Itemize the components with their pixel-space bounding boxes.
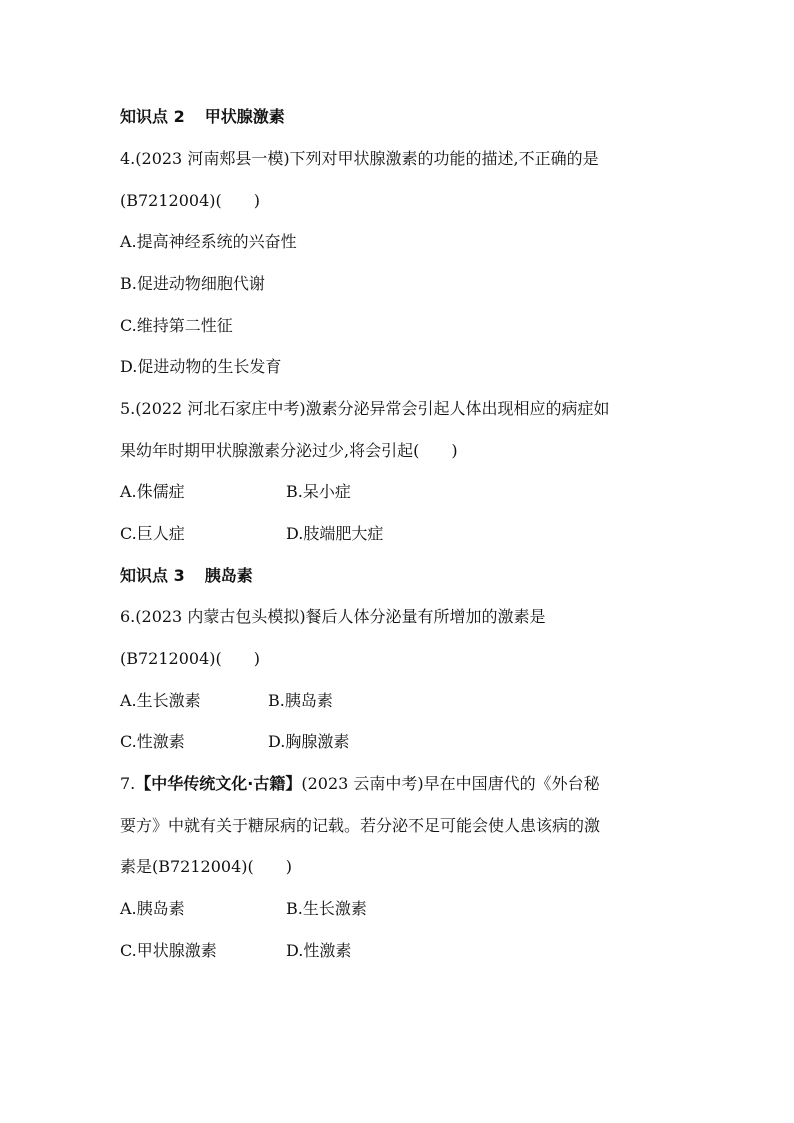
question-7-options-row-2: [120, 940, 520, 962]
question-6-option-c: C.性激素: [120, 732, 185, 751]
question-7-options-row-1: [120, 898, 520, 920]
section-label: 知识点 2: [120, 107, 185, 126]
question-6-option-b: B.胰岛素: [268, 691, 333, 710]
section-title: 胰岛素: [204, 566, 253, 585]
question-7-option-d: D.性激素: [286, 941, 352, 960]
question-5-option-d: D.肢端肥大症: [286, 524, 384, 543]
question-5-options-row-1: [120, 481, 520, 503]
question-5-option-c: C.巨人症: [120, 524, 185, 543]
question-4-option-c: C.维持第二性征: [120, 316, 233, 335]
question-5-stem: 5.(2022 河北石家庄中考)激素分泌异常会引起人体出现相应的病症如: [120, 399, 610, 418]
section-title: 甲状腺激素: [204, 107, 285, 126]
question-7-option-c: C.甲状腺激素: [120, 941, 217, 960]
question-4-option-b: B.促进动物细胞代谢: [120, 274, 265, 293]
question-4-stem: 4.(2023 河南郏县一模)下列对甲状腺激素的功能的描述,不正确的是: [120, 149, 599, 168]
question-5-option-b: B.呆小症: [286, 482, 351, 501]
question-7-stem-cont: 要方》中就有关于糖尿病的记载。若分泌不足可能会使人患该病的激: [120, 816, 601, 835]
question-6-options-row-1: [120, 690, 520, 712]
question-5-option-a: A.侏儒症: [120, 482, 185, 501]
question-5-stem-cont: 果幼年时期甲状腺激素分泌过少,将会引起( ): [120, 441, 458, 460]
section-heading: [120, 106, 285, 128]
question-7-code: 素是(B7212004)( ): [120, 857, 292, 876]
section-heading: [120, 565, 253, 587]
question-7-option-a: A.胰岛素: [120, 899, 185, 918]
question-4-option-a: A.提高神经系统的兴奋性: [120, 232, 297, 251]
question-6-option-d: D.胸腺激素: [268, 732, 350, 751]
question-7-stem-text: (2023 云南中考)早在中国唐代的《外台秘: [301, 774, 600, 793]
question-6-code: (B7212004)( ): [120, 649, 260, 668]
question-5-options-row-2: [120, 523, 520, 545]
question-6-option-a: A.生长激素: [120, 691, 201, 710]
question-6-options-row-2: [120, 731, 520, 753]
question-4-option-d: D.促进动物的生长发育: [120, 357, 282, 376]
question-4-code: (B7212004)( ): [120, 191, 260, 210]
question-7-option-b: B.生长激素: [286, 899, 367, 918]
question-6-stem: 6.(2023 内蒙古包头模拟)餐后人体分泌量有所增加的激素是: [120, 607, 546, 626]
question-7-tag: 【中华传统文化·古籍】: [135, 774, 302, 793]
question-7-number: 7.: [120, 774, 136, 793]
question-7-stem: [120, 773, 600, 795]
section-label: 知识点 3: [120, 566, 185, 585]
